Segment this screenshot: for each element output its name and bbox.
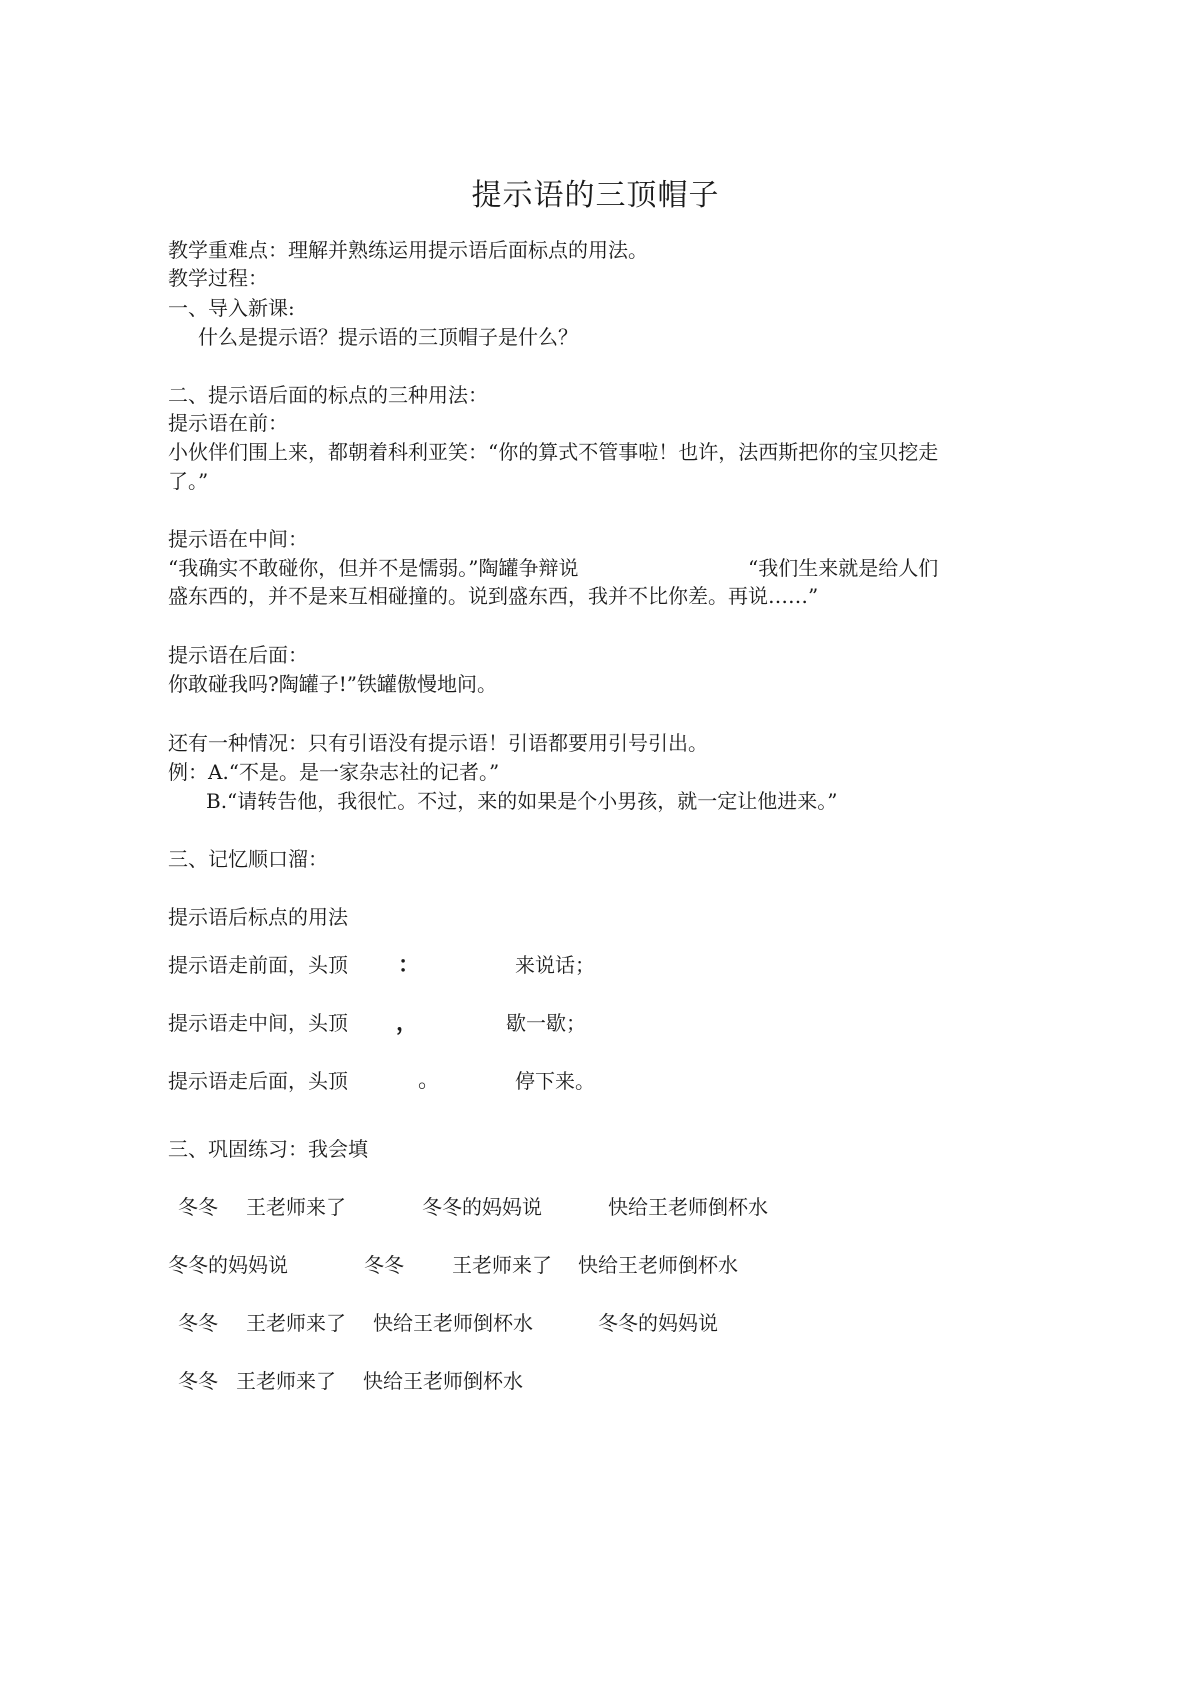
exercise-1-quote2: 快给王老师倒杯水 bbox=[608, 1195, 768, 1219]
other-case: 还有一种情况：只有引语没有提示语！引语都要用引号引出。 bbox=[168, 731, 708, 755]
exercise-2-quote1: 王老师来了 bbox=[452, 1253, 552, 1277]
section1-heading: 一、导入新课: bbox=[168, 296, 295, 320]
rhyme-1-left: 提示语走前面，头顶 bbox=[168, 953, 348, 977]
example-a: 例：A.“不是。是一家杂志社的记者。” bbox=[168, 760, 500, 784]
process-label: 教学过程： bbox=[168, 266, 268, 290]
exercise-4-speaker: 冬冬 bbox=[178, 1369, 218, 1393]
exercise-4-quote2: 快给王老师倒杯水 bbox=[363, 1369, 523, 1393]
teaching-focus: 教学重难点：理解并熟练运用提示语后面标点的用法。 bbox=[168, 238, 648, 262]
section4-heading: 三、巩固练习：我会填 bbox=[168, 1137, 368, 1161]
rhyme-3-mark: 。 bbox=[418, 1068, 441, 1093]
section1-question: 什么是提示语？提示语的三顶帽子是什么？ bbox=[198, 325, 578, 349]
exercise-2-quote2: 快给王老师倒杯水 bbox=[578, 1253, 738, 1277]
exercise-3-quote2: 快给王老师倒杯水 bbox=[373, 1311, 533, 1335]
exercise-3-quote1: 王老师来了 bbox=[246, 1311, 346, 1335]
rhyme-1-right: 来说话； bbox=[515, 953, 595, 977]
section2-heading: 二、提示语后面的标点的三种用法： bbox=[168, 383, 488, 407]
exercise-3-speaker: 冬冬 bbox=[178, 1311, 218, 1335]
section3-heading: 三、记忆顺口溜： bbox=[168, 847, 328, 871]
middle-label: 提示语在中间： bbox=[168, 527, 308, 551]
front-example-line1: 小伙伴们围上来，都朝着科利亚笑：“你的算式不管事啦！也许，法西斯把你的宝贝挖走 bbox=[168, 440, 939, 464]
exercise-2-prompt: 冬冬的妈妈说 bbox=[168, 1253, 288, 1277]
middle-example-line2: 盛东西的，并不是来互相碰撞的。说到盛东西，我并不比你差。再说……” bbox=[168, 584, 819, 608]
rhyme-3-left: 提示语走后面，头顶 bbox=[168, 1069, 348, 1093]
exercise-1-prompt: 冬冬的妈妈说 bbox=[422, 1195, 542, 1219]
rhyme-2-right: 歇一歇； bbox=[506, 1011, 586, 1035]
document-title: 提示语的三顶帽子 bbox=[471, 178, 720, 213]
rhyme-3-right: 停下来。 bbox=[515, 1069, 595, 1093]
example-b: B.“请转告他，我很忙。不过，来的如果是个小男孩，就一定让他进来。” bbox=[206, 789, 838, 813]
rhyme-2-left: 提示语走中间，头顶 bbox=[168, 1011, 348, 1035]
exercise-2-speaker: 冬冬 bbox=[364, 1253, 404, 1277]
front-example-line2: 了。” bbox=[168, 469, 209, 493]
exercise-3-prompt: 冬冬的妈妈说 bbox=[598, 1311, 718, 1335]
rhyme-1-mark: ： bbox=[398, 952, 421, 978]
rhyme-2-mark: ， bbox=[396, 1010, 419, 1036]
middle-example-part2: “我们生来就是给人们 bbox=[748, 556, 939, 580]
back-example: 你敢碰我吗?陶罐子!”铁罐傲慢地问。 bbox=[168, 672, 497, 696]
middle-example-part1: “我确实不敢碰你，但并不是懦弱。”陶罐争辩说 bbox=[168, 556, 579, 580]
front-label: 提示语在前： bbox=[168, 411, 288, 435]
rhyme-title: 提示语后标点的用法 bbox=[168, 905, 348, 929]
exercise-1-quote1: 王老师来了 bbox=[246, 1195, 346, 1219]
exercise-1-speaker: 冬冬 bbox=[178, 1195, 218, 1219]
exercise-4-quote1: 王老师来了 bbox=[236, 1369, 336, 1393]
back-label: 提示语在后面： bbox=[168, 643, 308, 667]
